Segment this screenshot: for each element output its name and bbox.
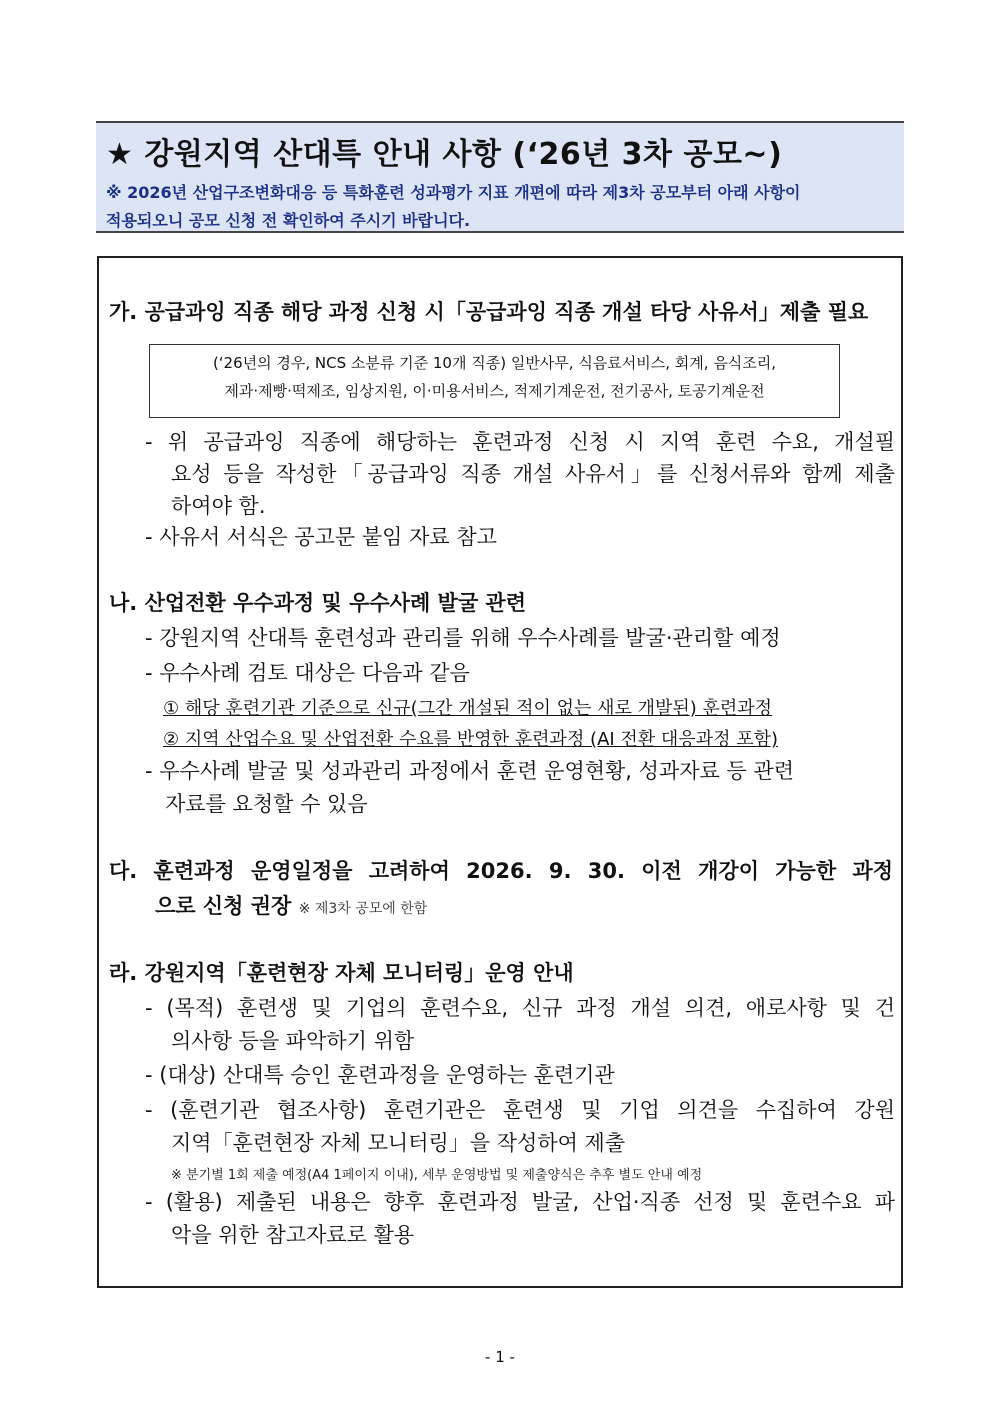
section-d-item: - (대상) 산대특 승인 훈련과정을 운영하는 훈련기관 — [145, 1063, 615, 1087]
section-a-item-cont: 하여야 함. — [171, 494, 266, 518]
oversupply-jobs-box — [149, 344, 840, 418]
section-d-item-cont: 지역「훈련현장 자체 모니터링」을 작성하여 제출 — [171, 1131, 626, 1155]
section-b-item: - 우수사례 검토 대상은 다음과 같음 — [145, 661, 470, 685]
section-d-title: 라. 강원지역「훈련현장 자체 모니터링」운영 안내 — [109, 961, 574, 985]
section-a-title: 가. 공급과잉 직종 해당 과정 신청 시「공급과잉 직종 개설 타당 사유서」제출 필요 — [109, 300, 869, 324]
section-d-item: - (훈련기관 협조사항) 훈련기관은 훈련생 및 기업 의견을 수집하여 강원 — [145, 1098, 895, 1122]
section-b-subitem: ① 해당 훈련기관 기준으로 신규(그간 개설된 적이 없는 새로 개발된) 훈련과정 — [163, 698, 773, 719]
header-note-line: 적용되오니 공모 신청 전 확인하여 주시기 바랍니다. — [106, 211, 471, 230]
section-b-title: 나. 산업전환 우수과정 및 우수사례 발굴 관련 — [109, 591, 526, 615]
oversupply-jobs-line: (‘26년의 경우, NCS 소분류 기준 10개 직종) 일반사무, 식음료서비스, 회계, 음식조리, — [212, 354, 777, 372]
section-d-note: ※ 분기별 1회 제출 예정(A4 1페이지 이내), 세부 운영방법 및 제출양식은 추후 별도 안내 예정 — [171, 1168, 703, 1183]
section-d-item-cont: 악을 위한 참고자료로 활용 — [171, 1223, 415, 1247]
section-d-item: - (목적) 훈련생 및 기업의 훈련수요, 신규 과정 개설 의견, 애로사항 및 건 — [145, 996, 895, 1020]
section-c-note: ※ 제3차 공모에 한함 — [298, 901, 428, 917]
header-note-line: ※ 2026년 산업구조변화대응 등 특화훈련 성과평가 지표 개편에 따라 제3차 공모부터 아래 사항이 — [106, 183, 801, 202]
section-a-item-cont: 요성 등을 작성한「공급과잉 직종 개설 사유서」를 신청서류와 함께 제출 — [171, 462, 895, 486]
section-a-item: - 위 공급과잉 직종에 해당하는 훈련과정 신청 시 지역 훈련 수요, 개설필 — [145, 430, 895, 454]
section-c-title-text: 으로 신청 권장 — [155, 894, 292, 918]
section-a-item: - 사유서 서식은 공고문 붙임 자료 참고 — [145, 525, 497, 549]
section-b-item: - 우수사례 발굴 및 성과관리 과정에서 훈련 운영현황, 성과자료 등 관련 — [145, 759, 795, 783]
notice-header — [96, 121, 904, 233]
section-d-item: - (활용) 제출된 내용은 향후 훈련과정 발굴, 산업·직종 선정 및 훈련수요 파 — [145, 1190, 895, 1214]
header-note — [106, 179, 896, 235]
content-box — [97, 256, 903, 1288]
section-b-subitem: ② 지역 산업수요 및 산업전환 수요를 반영한 훈련과정 (AI 전환 대응과정 포함) — [163, 729, 778, 750]
section-c-title: 다. 훈련과정 운영일정을 고려하여 2026. 9. 30. 이전 개강이 가능한 과정 — [109, 859, 893, 883]
section-b-item-cont: 자료를 요청할 수 있음 — [165, 792, 368, 816]
section-d-item-cont: 의사항 등을 파악하기 위함 — [171, 1029, 415, 1053]
section-c-title-cont — [155, 890, 427, 920]
page-title: ★ 강원지역 산대특 안내 사항 (‘26년 3차 공모~) — [106, 137, 783, 172]
section-b-item: - 강원지역 산대특 훈련성과 관리를 위해 우수사례를 발굴·관리할 예정 — [145, 626, 781, 650]
oversupply-jobs-line: 제과·제빵·떡제조, 임상지원, 이·미용서비스, 적제기계운전, 전기공사, 토공기계운전 — [224, 382, 765, 400]
page-number: - 1 - — [485, 1348, 515, 1366]
